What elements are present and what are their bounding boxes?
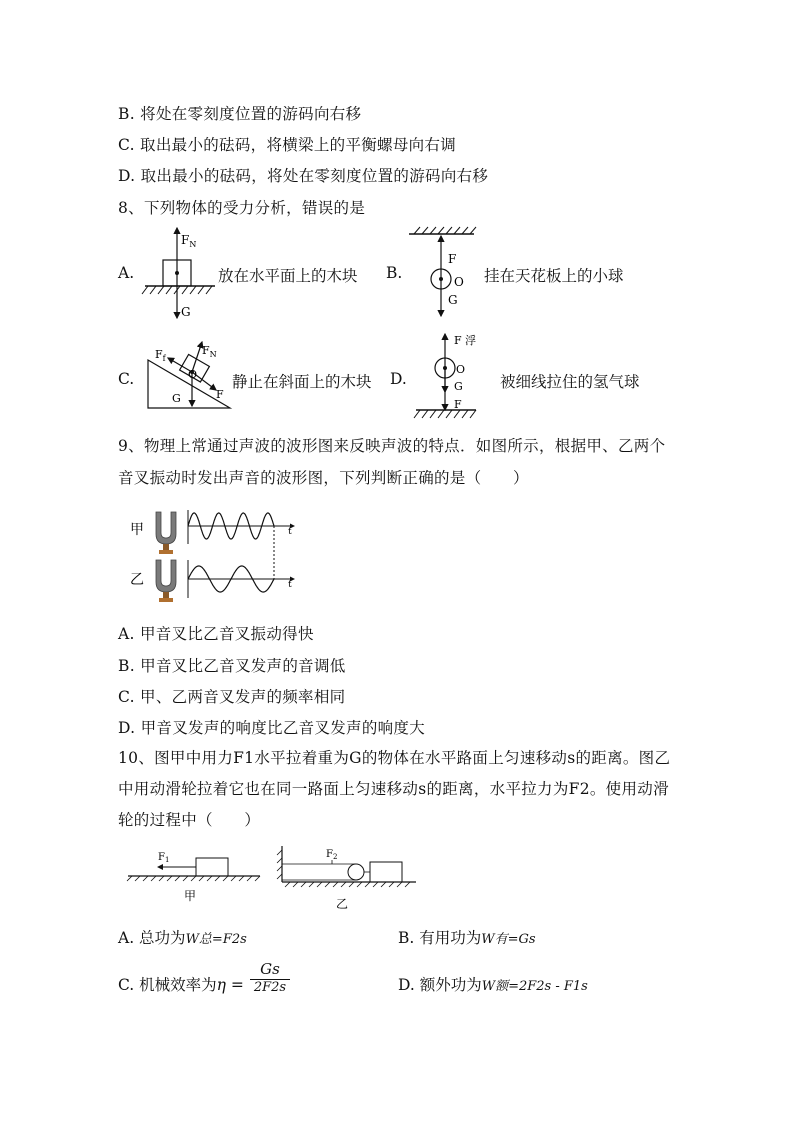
q7-option-d: D. 取出最小的砝码，将处在零刻度位置的游码向右移 <box>118 167 489 185</box>
q8-option-a-caption: 放在水平面上的木块 <box>218 267 358 285</box>
q10-option-b-formula: W有=Gs <box>481 932 536 947</box>
q8-stem: 8、下列物体的受力分析，错误的是 <box>118 199 366 217</box>
svg-text:F: F <box>454 398 462 411</box>
svg-text:t: t <box>288 580 292 590</box>
q10-option-b: B. 有用功为W有=Gs <box>398 929 536 947</box>
q10-option-d-formula: W额=2F2s - F1s <box>481 979 588 994</box>
q8-option-b-caption: 挂在天花板上的小球 <box>484 267 624 285</box>
q8-option-c-letter: C. <box>118 370 135 388</box>
svg-text:t: t <box>288 527 292 537</box>
svg-text:F2: $F_2$ <box>326 849 338 861</box>
q10-option-a: A. 总功为W总=F2s <box>118 929 247 947</box>
a-g-label: G <box>181 305 191 319</box>
q8-option-c-caption: 静止在斜面上的木块 <box>232 373 372 391</box>
q9-option-d: D. 甲音叉发声的响度比乙音叉发声的响度大 <box>118 719 426 737</box>
svg-text:G: G <box>172 392 181 405</box>
q8-option-d-caption: 被细线拉住的氢气球 <box>500 373 640 391</box>
q8-figure-b <box>404 226 484 318</box>
q10-option-a-formula: W总=F2s <box>185 932 247 947</box>
tuning-fork-jia-icon <box>156 512 176 554</box>
svg-text:O: O <box>188 368 198 381</box>
q10-option-c: C. 机械效率为η = <box>118 976 244 994</box>
fig-yi-label: 乙 <box>336 897 349 911</box>
q10-stem-line1: 10、图甲中用力F1水平拉着重为G的物体在水平路面上匀速移动s的距离。图乙 <box>118 749 671 767</box>
svg-text:F1: $F_1$ <box>158 852 170 864</box>
svg-text:F: F <box>216 388 224 401</box>
q8-figure-d <box>410 330 500 422</box>
svg-text:O: O <box>456 363 466 376</box>
q8-option-a-letter: A. <box>118 264 135 282</box>
label-yi: 乙 <box>130 572 144 588</box>
q10-option-c-fraction: $\frac{Gs}{2F2s}$ <box>250 960 290 995</box>
q9-option-a: A. 甲音叉比乙音叉振动得快 <box>118 625 314 643</box>
tuning-fork-yi-icon <box>156 560 176 602</box>
a-fn-label: $F_N$ <box>181 233 197 249</box>
svg-text:FN: $F_N$ <box>202 344 217 359</box>
q10-figure <box>124 842 424 912</box>
svg-text:F 浮: F 浮 <box>454 334 477 347</box>
q9-waveform-figure <box>124 506 304 606</box>
svg-text:G: G <box>448 293 458 307</box>
svg-text:F: F <box>448 252 457 266</box>
svg-text:O: O <box>454 275 464 289</box>
q10-stem-line2: 中用动滑轮拉着它也在同一路面上匀速移动s的距离，水平拉力为F2。使用动滑 <box>118 780 669 798</box>
q8-option-d-letter: D. <box>390 370 407 388</box>
q10-stem-line3: 轮的过程中（ ） <box>118 811 261 829</box>
svg-text:Ff: $F_f$ <box>155 348 166 363</box>
q8-option-b-letter: B. <box>386 264 403 282</box>
label-jia: 甲 <box>130 522 144 538</box>
q7-option-b: B. 将处在零刻度位置的游码向右移 <box>118 105 362 123</box>
q8-figure-c <box>144 336 234 410</box>
q9-stem-line1: 9、物理上常通过声波的波形图来反映声波的特点．如图所示，根据甲、乙两个 <box>118 437 666 455</box>
fig-jia-label: 甲 <box>184 889 197 903</box>
q9-stem-line2: 音叉振动时发出声音的波形图，下列判断正确的是（ ） <box>118 469 529 487</box>
q7-option-c: C. 取出最小的砝码，将横梁上的平衡螺母向右调 <box>118 136 457 154</box>
q9-option-b: B. 甲音叉比乙音叉发声的音调低 <box>118 657 346 675</box>
q8-figure-a <box>140 222 220 322</box>
q9-option-c: C. 甲、乙两音叉发声的频率相同 <box>118 688 346 706</box>
svg-text:G: G <box>454 380 463 393</box>
q10-option-d: D. 额外功为W额=2F2s - F1s <box>398 976 588 994</box>
